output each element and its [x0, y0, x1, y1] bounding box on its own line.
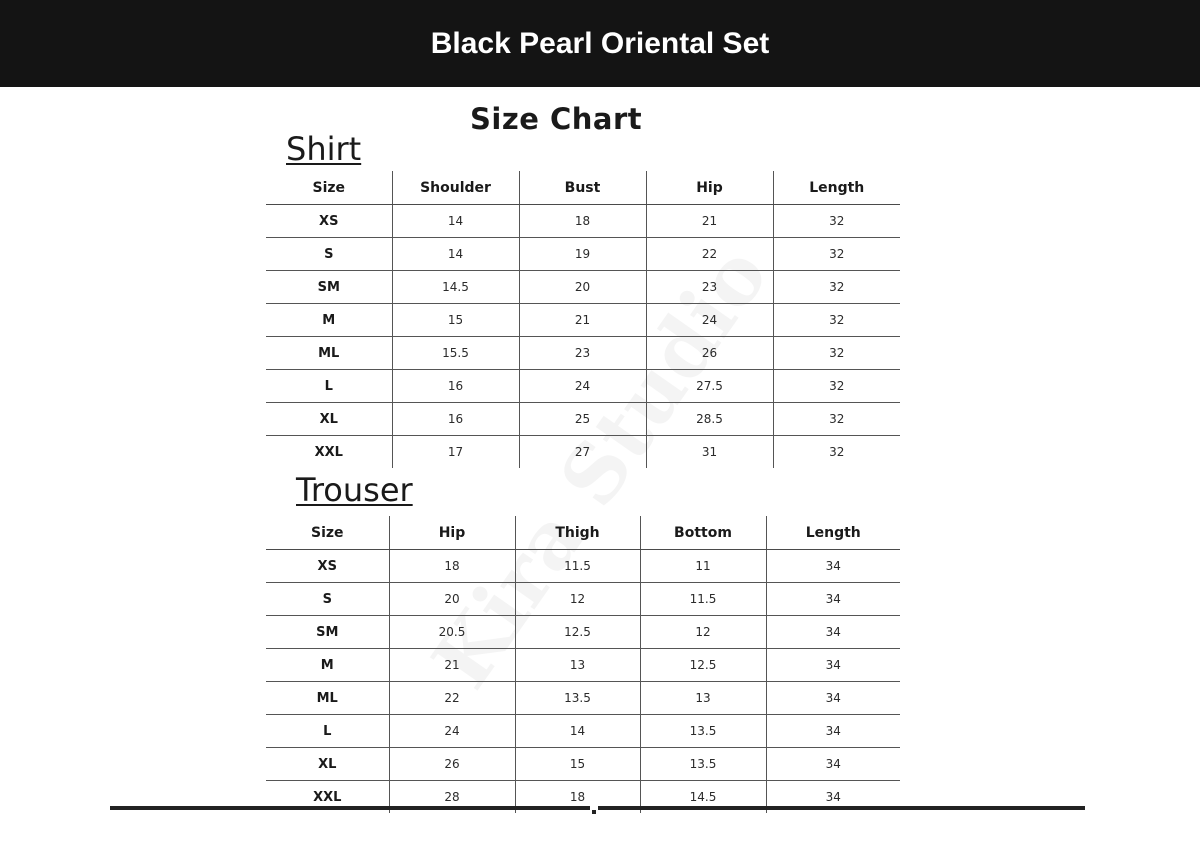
table-cell: 14.5 [640, 781, 766, 814]
table-cell: 13.5 [640, 715, 766, 748]
table-row [266, 550, 900, 583]
table-row [266, 403, 900, 436]
table-row [266, 271, 900, 304]
table-cell: 12.5 [515, 616, 640, 649]
table-cell: 11.5 [515, 550, 640, 583]
table-cell: 15 [515, 748, 640, 781]
table-cell: 19 [519, 238, 646, 271]
table-cell: 34 [766, 781, 900, 814]
table-cell: 32 [773, 370, 900, 403]
table-cell: 24 [646, 304, 773, 337]
column-header: Bottom [640, 516, 766, 550]
table-cell: 24 [389, 715, 515, 748]
table-row [266, 715, 900, 748]
table-cell: 34 [766, 748, 900, 781]
size-cell: S [266, 238, 392, 271]
table-cell: 26 [646, 337, 773, 370]
table-cell: 20 [389, 583, 515, 616]
size-cell: S [266, 583, 389, 616]
size-cell: M [266, 649, 389, 682]
table-cell: 21 [646, 205, 773, 238]
table-cell: 22 [389, 682, 515, 715]
table-cell: 21 [389, 649, 515, 682]
size-cell: ML [266, 682, 389, 715]
table-cell: 17 [392, 436, 519, 469]
table-cell: 28.5 [646, 403, 773, 436]
column-header: Length [773, 171, 900, 205]
table-header-row [266, 171, 900, 205]
size-cell: XL [266, 748, 389, 781]
table-cell: 32 [773, 436, 900, 469]
table-cell: 24 [519, 370, 646, 403]
table-cell: 32 [773, 238, 900, 271]
table-cell: 34 [766, 616, 900, 649]
table-cell: 34 [766, 649, 900, 682]
column-header: Shoulder [392, 171, 519, 205]
column-header: Size [266, 516, 389, 550]
table-cell: 18 [515, 781, 640, 814]
size-cell: SM [266, 271, 392, 304]
table-cell: 27 [519, 436, 646, 469]
trouser-section-title: Trouser [296, 471, 413, 509]
table-cell: 13.5 [515, 682, 640, 715]
table-row [266, 682, 900, 715]
size-chart-heading: Size Chart [470, 102, 643, 136]
size-cell: XL [266, 403, 392, 436]
trouser-size-table [266, 516, 900, 813]
table-cell: 34 [766, 682, 900, 715]
table-row [266, 748, 900, 781]
table-cell: 15.5 [392, 337, 519, 370]
page-title: Black Pearl Oriental Set [430, 27, 770, 60]
column-header: Thigh [515, 516, 640, 550]
table-cell: 11 [640, 550, 766, 583]
table-row [266, 370, 900, 403]
column-header: Length [766, 516, 900, 550]
table-row [266, 205, 900, 238]
table-cell: 32 [773, 205, 900, 238]
table-cell: 28 [389, 781, 515, 814]
table-row [266, 304, 900, 337]
shirt-section-title: Shirt [286, 130, 362, 168]
column-header: Hip [646, 171, 773, 205]
size-cell: XXL [314, 444, 343, 460]
table-row [266, 583, 900, 616]
table-cell: 11.5 [640, 583, 766, 616]
table-cell: 18 [519, 205, 646, 238]
table-cell: 12 [640, 616, 766, 649]
size-cell: M [266, 304, 392, 337]
bottom-divider-tick [592, 810, 596, 814]
table-cell: 25 [519, 403, 646, 436]
size-cell: XS [266, 205, 392, 238]
table-cell: 20 [519, 271, 646, 304]
table-cell: 20.5 [389, 616, 515, 649]
shirt-size-table [266, 171, 900, 468]
table-cell: 26 [389, 748, 515, 781]
table-cell: 13.5 [640, 748, 766, 781]
table-cell: 34 [766, 715, 900, 748]
table-cell: 13 [640, 682, 766, 715]
table-cell: 13 [515, 649, 640, 682]
table-cell: 34 [766, 550, 900, 583]
table-row [266, 616, 900, 649]
table-cell: 12 [515, 583, 640, 616]
table-cell: 15 [392, 304, 519, 337]
table-cell: 14 [392, 238, 519, 271]
size-cell: L [266, 370, 392, 403]
table-cell: 14 [515, 715, 640, 748]
table-cell: 32 [773, 271, 900, 304]
table-cell: 12.5 [640, 649, 766, 682]
table-cell: 23 [646, 271, 773, 304]
table-row [266, 337, 900, 370]
table-cell: 23 [519, 337, 646, 370]
size-cell: XS [266, 550, 389, 583]
column-header: Size [266, 171, 392, 205]
table-cell: 32 [773, 403, 900, 436]
table-row [266, 436, 900, 469]
column-header: Hip [389, 516, 515, 550]
table-cell: 16 [392, 370, 519, 403]
table-cell: 14 [392, 205, 519, 238]
size-cell: SM [266, 616, 389, 649]
table-row [266, 238, 900, 271]
table-row [266, 649, 900, 682]
table-cell: 22 [646, 238, 773, 271]
size-cell: ML [266, 337, 392, 370]
size-cell: L [266, 715, 389, 748]
table-cell: 16 [392, 403, 519, 436]
column-header: Bust [519, 171, 646, 205]
table-cell: 14.5 [392, 271, 519, 304]
table-cell: 27.5 [646, 370, 773, 403]
table-cell: 32 [773, 337, 900, 370]
table-cell: 21 [519, 304, 646, 337]
table-header-row [266, 516, 900, 550]
table-cell: 32 [773, 304, 900, 337]
table-cell: 18 [389, 550, 515, 583]
size-cell: XXL [313, 789, 342, 805]
table-cell: 34 [766, 583, 900, 616]
table-cell: 31 [646, 436, 773, 469]
